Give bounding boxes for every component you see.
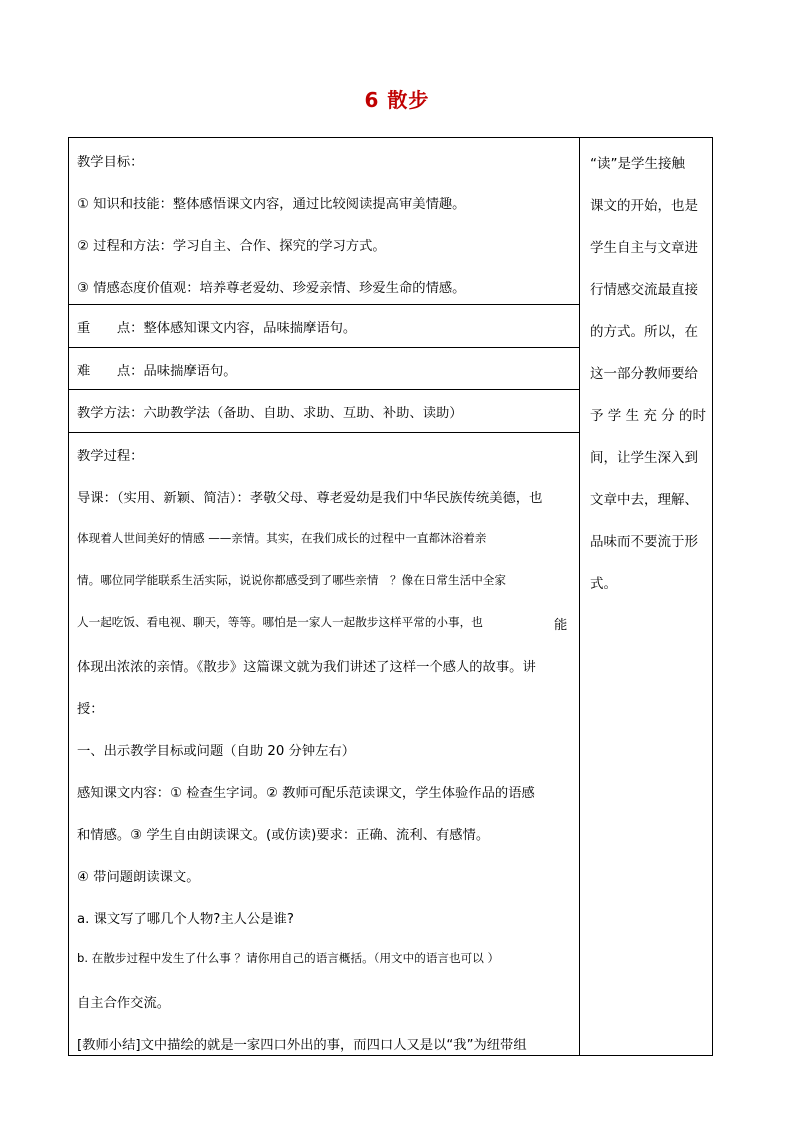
process-line: 自主合作交流。	[77, 996, 171, 1011]
process-line: 感知课文内容：① 检查生字词。② 教师可配乐范读课文，学生体验作品的语感	[77, 786, 535, 801]
question-b: b. 在散步过程中发生了什么事 ？请你用自己的语言概括。（用文中的语言也可以 ）	[77, 951, 500, 965]
goal-emotion: ③ 情感态度价值观：培养尊老爱幼、珍爱亲情、珍爱生命的情感。	[77, 281, 466, 296]
side-note-line: 行情感交流最直接	[590, 282, 698, 298]
section-heading: 一、出示教学目标或问题（自助 20 分钟左右）	[77, 744, 356, 759]
side-note-line: “读”是学生接触	[590, 156, 685, 172]
process-line: 和情感。③ 学生自由朗读课文。(或仿读)要求：正确、流利、有感情。	[77, 828, 490, 843]
process-line: 授：	[77, 702, 104, 717]
process-line: 导课：（实用、新颖、简洁）：孝敬父母、尊老爱幼是我们中华民族传统美德，也	[77, 491, 543, 506]
method-cell	[69, 390, 579, 433]
side-note-column	[580, 138, 712, 1055]
goals-heading: 教学目标：	[77, 155, 144, 170]
goals-cell	[69, 138, 579, 305]
key-point: 重 点：整体感知课文内容，品味揣摩语句。	[77, 321, 357, 336]
side-note-line: 文章中去，理解、	[590, 492, 698, 508]
side-note-line: 的方式。所以，在	[590, 324, 698, 340]
teacher-summary: [教师小结]文中描绘的就是一家四口外出的事，而四口人又是以“我”为纽带组	[77, 1038, 527, 1053]
side-note-line: 学生自主与文章进	[590, 240, 698, 256]
process-line: 体现出浓浓的亲情。《散步》这篇课文就为我们讲述了这样一个感人的故事。讲	[77, 660, 536, 675]
side-note-line: 品味而不要流于形	[590, 534, 698, 550]
document-title: 6 散步	[364, 88, 430, 112]
teaching-method: 教学方法：六助教学法（备助、自助、求助、互助、补助、读助）	[77, 406, 463, 421]
side-note-line: 这一部分教师要给	[590, 366, 698, 382]
side-note-line: 课文的开始，也是	[590, 198, 698, 214]
key-point-cell	[69, 305, 579, 348]
main-column	[69, 138, 580, 1055]
process-line: ④ 带问题朗读课文。	[77, 870, 200, 885]
side-note-line: 予 学 生 充 分 的时	[590, 408, 706, 424]
process-heading: 教学过程：	[77, 449, 144, 464]
goal-process: ② 过程和方法：学习自主、合作、探究的学习方式。	[77, 239, 386, 254]
difficult-point: 难 点：品味揣摩语句。	[77, 364, 237, 379]
process-line: 能	[554, 618, 568, 633]
goal-knowledge: ① 知识和技能：整体感悟课文内容，通过比较阅读提高审美情趣。	[77, 197, 466, 212]
question-a: a. 课文写了哪几个人物?主人公是谁?	[77, 912, 294, 927]
process-line: 情。哪位同学能联系生活实际，说说你都感受到了哪些亲情 ？像在日常生活中全家	[77, 573, 506, 587]
difficult-point-cell	[69, 348, 579, 390]
process-line: 体现着人世间美好的情感 ——亲情。其实，在我们成长的过程中一直都沐浴着亲	[77, 531, 487, 545]
lesson-plan-table	[68, 137, 713, 1056]
process-line: 人一起吃饭、看电视、聊天，等等。哪怕是一家人一起散步这样平常的小事，也	[77, 615, 483, 629]
process-cell	[69, 433, 579, 1055]
side-note-line: 式。	[590, 576, 617, 592]
side-note-line: 间，让学生深入到	[590, 450, 698, 466]
